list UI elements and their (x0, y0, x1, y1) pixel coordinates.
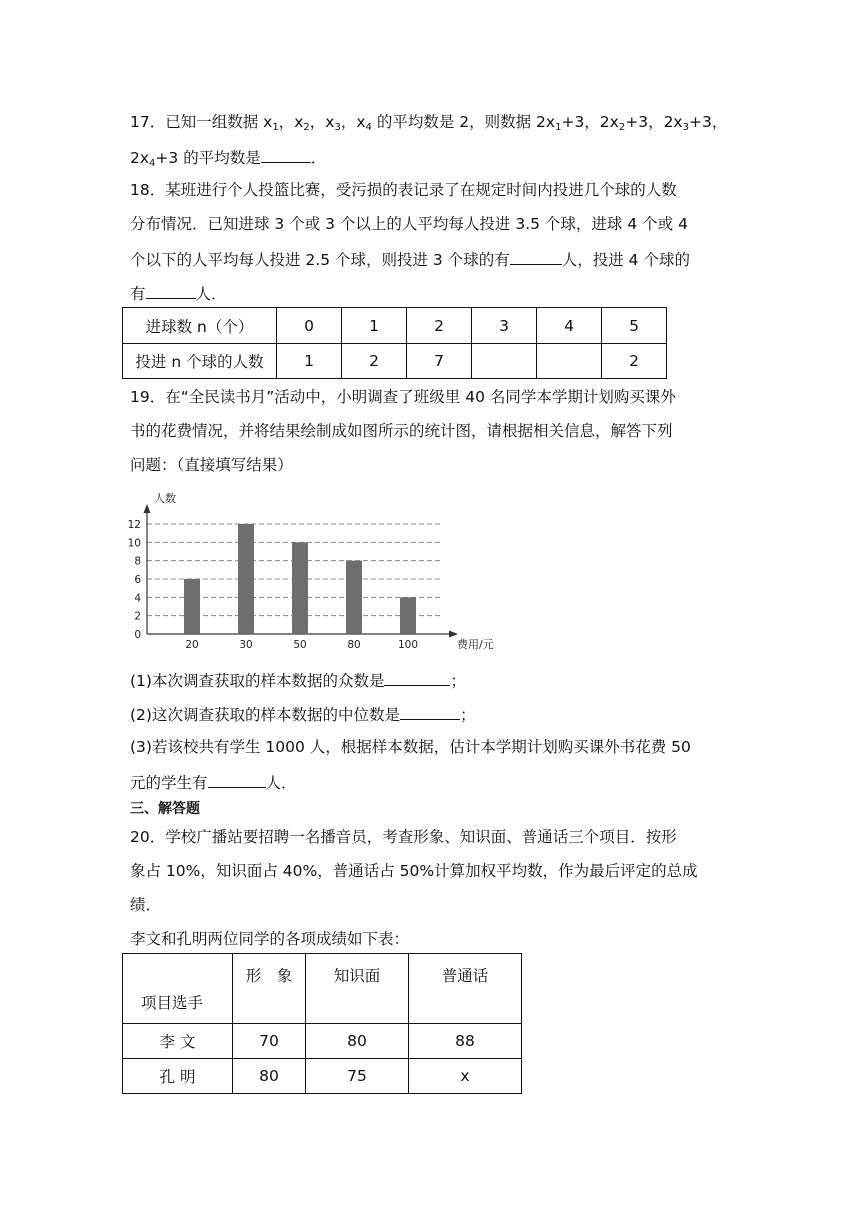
table-row (123, 1059, 522, 1094)
bar-30 (238, 524, 254, 634)
table-cell: 进球数 n（个） (123, 308, 277, 344)
y-tick-label: 6 (134, 574, 141, 586)
table-cell (472, 344, 537, 379)
q18-text: 个以下的人平均每人投进 2.5 个球，则投进 3 个球的有 (130, 251, 510, 269)
table-corner-cell: 项目选手 (123, 954, 233, 1024)
table-cell: 80 (233, 1059, 306, 1094)
q18-text: 有 (130, 285, 146, 303)
table-cell: 3 (472, 308, 537, 344)
x-tick-label: 50 (293, 639, 307, 651)
x-tick-label: 80 (347, 639, 361, 651)
answer-blank[interactable] (261, 146, 311, 163)
chart-labels (128, 519, 418, 651)
q18-text: 人． (195, 285, 227, 303)
x-axis-label: 费用/元 (457, 638, 494, 651)
q19-line3: 问题：（直接填写结果） (130, 456, 293, 474)
q18-line4 (130, 282, 227, 304)
answer-blank[interactable] (146, 282, 196, 299)
table-cell (537, 344, 602, 379)
q20-line4: 李文和孔明两位同学的各项成绩如下表： (130, 930, 410, 948)
q18-line1: 18．某班进行个人投篮比赛，受污损的表记录了在规定时间内投进几个球的人数 (130, 181, 677, 199)
q19-text: ； (450, 672, 466, 690)
table-cell: 0 (277, 308, 342, 344)
q19-sub3-line2 (130, 771, 297, 793)
subscript: 4 (149, 158, 156, 169)
q18-line2: 分布情况．已知进球 3 个或 3 个以上的人平均每人投进 3.5 个球，进球 4 个或 4 (130, 215, 688, 233)
table-cell: 75 (306, 1059, 409, 1094)
x-axis-arrow (449, 631, 458, 638)
table-cell: 80 (306, 1024, 409, 1059)
y-axis-arrow (144, 504, 151, 513)
x-tick-label: 20 (185, 639, 199, 651)
q17-text: +3 的平均数是 (155, 149, 261, 167)
q17-text: +3， (688, 113, 728, 131)
y-tick-label: 2 (134, 610, 141, 623)
subscript: 2 (618, 122, 626, 133)
subscript: 4 (365, 122, 372, 133)
bar-chart (120, 488, 494, 654)
q17-text: ，x (278, 113, 304, 131)
y-tick-label: 0 (134, 629, 141, 641)
table-cell: 70 (233, 1024, 306, 1059)
q19-line1: 19．在“全民读书月”活动中，小明调查了班级里 40 名同学本学期计划购买课外 (130, 388, 676, 406)
q19-sub2 (130, 703, 475, 725)
q19-sub1 (130, 669, 466, 691)
q19-text: 元的学生有 (130, 774, 208, 792)
table-row (123, 344, 667, 379)
table-cell: 4 (537, 308, 602, 344)
table-header-cell: 知识面 (306, 954, 409, 1024)
answer-blank[interactable] (400, 703, 460, 720)
table-cell: 1 (342, 308, 407, 344)
q18-line3 (130, 248, 690, 270)
table-cell: 7 (407, 344, 472, 379)
subscript: 3 (682, 122, 689, 133)
table-header-cell: 普通话 (409, 954, 522, 1024)
q17-text: ． (310, 149, 327, 167)
y-axis-label: 人数 (154, 492, 176, 505)
q19-line2: 书的花费情况，并将结果绘制成如图所示的统计图，请根据相关信息，解答下列 (130, 422, 673, 440)
table-cell: 孔 明 (123, 1059, 233, 1094)
q20-table (122, 953, 522, 1094)
table-cell: 5 (602, 308, 667, 344)
bar-100 (400, 597, 416, 634)
bar-50 (292, 542, 308, 634)
bar-20 (184, 579, 200, 634)
x-tick-label: 30 (239, 639, 253, 651)
y-tick-label: 4 (134, 592, 141, 605)
subscript: 1 (555, 122, 562, 133)
q20-line1: 20．学校广播站要招聘一名播音员，考查形象、知识面、普通话三个项目．按形 (130, 828, 677, 846)
q17-text: +3，2x (561, 113, 619, 131)
table-cell: 1 (277, 344, 342, 379)
q17-text: ，x (340, 113, 366, 131)
q19-text: ； (459, 706, 476, 724)
x-tick-label: 100 (397, 639, 419, 651)
y-tick-label: 12 (127, 519, 141, 531)
q18-text: 人，投进 4 个球的 (561, 251, 690, 269)
q20-line2: 象占 10%，知识面占 40%，普通话占 50%计算加权平均数，作为最后评定的总成 (130, 862, 698, 880)
answer-blank[interactable] (510, 248, 562, 265)
table-cell: 2 (342, 344, 407, 379)
subscript: 1 (272, 122, 279, 133)
table-header-cell: 形 象 (233, 954, 306, 1024)
q17-text: 2x (130, 149, 150, 167)
q19-text: 人． (265, 774, 297, 792)
section-heading: 三、解答题 (130, 801, 200, 817)
table-cell: 88 (409, 1024, 522, 1059)
q17-line1 (130, 112, 727, 132)
table-cell: x (409, 1059, 522, 1094)
q17-text: 的平均数是 2，则数据 2x (371, 113, 556, 131)
subscript: 2 (303, 122, 310, 133)
table-row (123, 954, 522, 1024)
table-cell: 李 文 (123, 1024, 233, 1059)
answer-blank[interactable] (384, 669, 450, 686)
table-cell: 2 (602, 344, 667, 379)
subscript: 3 (334, 122, 341, 133)
table-row (123, 308, 667, 344)
table-cell: 投进 n 个球的人数 (123, 344, 277, 379)
q17-text: +3，2x (625, 113, 683, 131)
q17-text: ，x (309, 113, 335, 131)
q17-text: 17．已知一组数据 x (130, 113, 273, 131)
table-row (123, 1024, 522, 1059)
q19-sub3-line1: (3)若该校共有学生 1000 人，根据样本数据，估计本学期计划购买课外书花费 50 (130, 738, 691, 756)
y-tick-label: 10 (127, 537, 141, 550)
y-tick-label: 8 (134, 555, 141, 568)
q18-table (122, 307, 667, 379)
q20-line3: 绩． (130, 896, 162, 914)
q19-text: (1)本次调查获取的样本数据的众数是 (130, 672, 385, 690)
answer-blank[interactable] (208, 771, 266, 788)
table-cell: 2 (407, 308, 472, 344)
q17-line2 (130, 146, 326, 168)
q19-text: (2)这次调查获取的样本数据的中位数是 (130, 706, 400, 724)
bar-80 (346, 561, 362, 634)
